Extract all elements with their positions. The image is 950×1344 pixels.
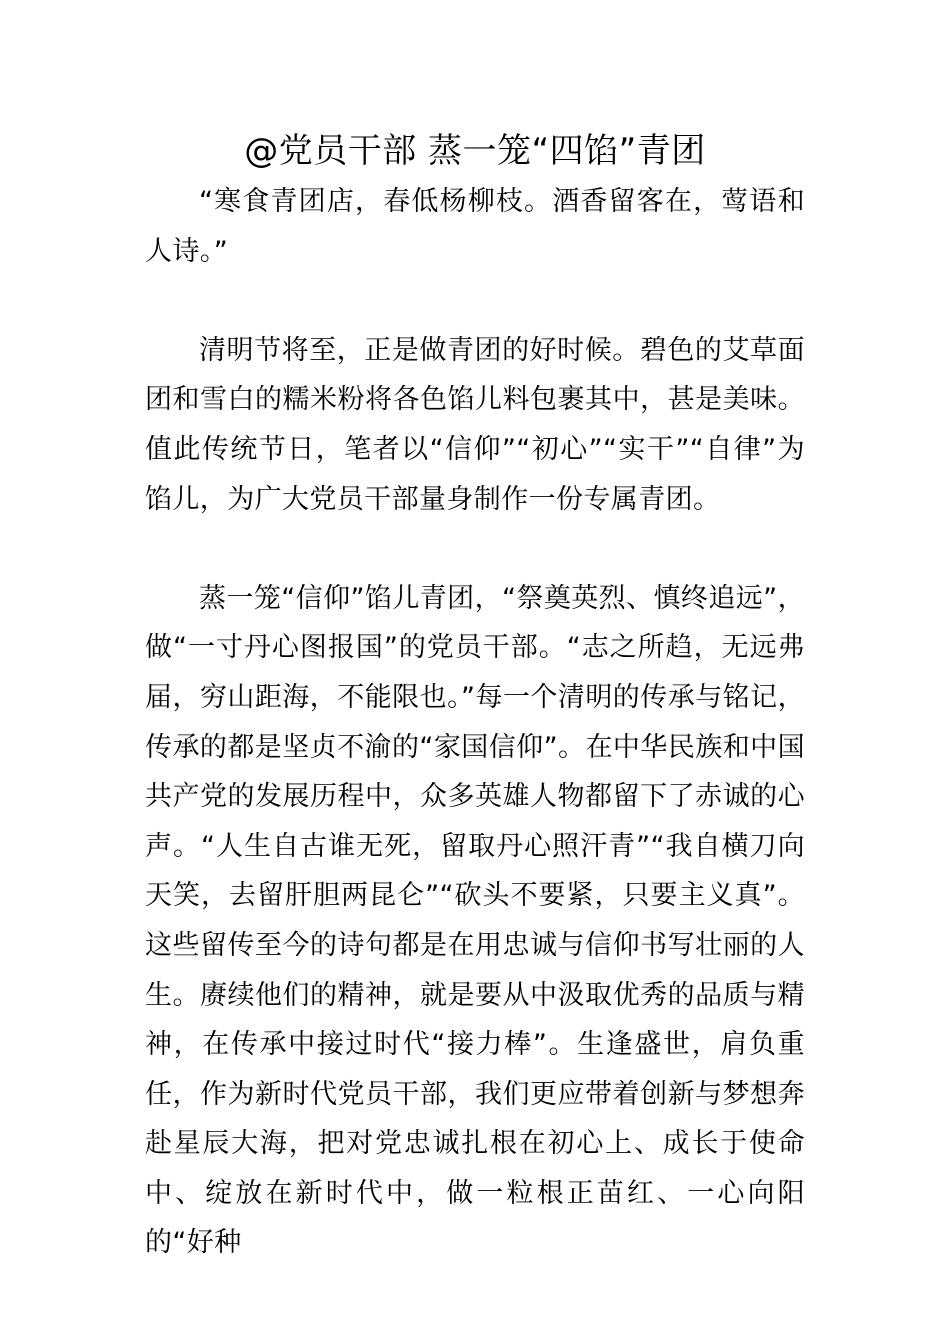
paragraph-spacer bbox=[145, 524, 805, 574]
paragraph-faith: 蒸一笼“信仰”馅儿青团，“祭奠英烈、慎终追远”，做“一寸丹心图报国”的党员干部。“志之所趋，无远弗届，穷山距海，不能限也。”每一个清明的传承与铭记，传承的都是坚贞不渝的“家国信仰”。在中华民族和中国共产党的发展历程中，众多英雄人物都留下了赤诚的心声。“人生自古谁无死，留取丹心照汗青”“我自横刀向天笑，去留肝胆两昆仑”“砍头不要紧，只要主义真”。这些留传至今的诗句都是在用忠诚与信仰书写壮丽的人生。赓续他们的精神，就是要从中汲取优秀的品质与精神，在传承中接过时代“接力棒”。生逢盛世，肩负重任，作为新时代党员干部，我们更应带着创新与梦想奔赴星辰大海，把对党忠诚扎根在初心上、成长于使命中、绽放在新时代中，做一粒根正苗红、一心向阳的“好种 bbox=[145, 582, 805, 1259]
paragraph-spacer bbox=[145, 276, 805, 326]
paragraph-poem: “寒食青团店，春低杨柳枝。酒香留客在，莺语和人诗。” bbox=[145, 186, 805, 267]
paragraph-intro: 清明节将至，正是做青团的好时候。碧色的艾草面团和雪白的糯米粉将各色馅儿料包裹其中，甚是美味。值此传统节日，笔者以“信仰”“初心”“实干”“自律”为馅儿，为广大党员干部量身制作一份专属青团。 bbox=[145, 334, 805, 515]
document-title: @党员干部 蒸一笼“四馅”青团 bbox=[244, 131, 706, 171]
document-body bbox=[145, 177, 805, 1268]
